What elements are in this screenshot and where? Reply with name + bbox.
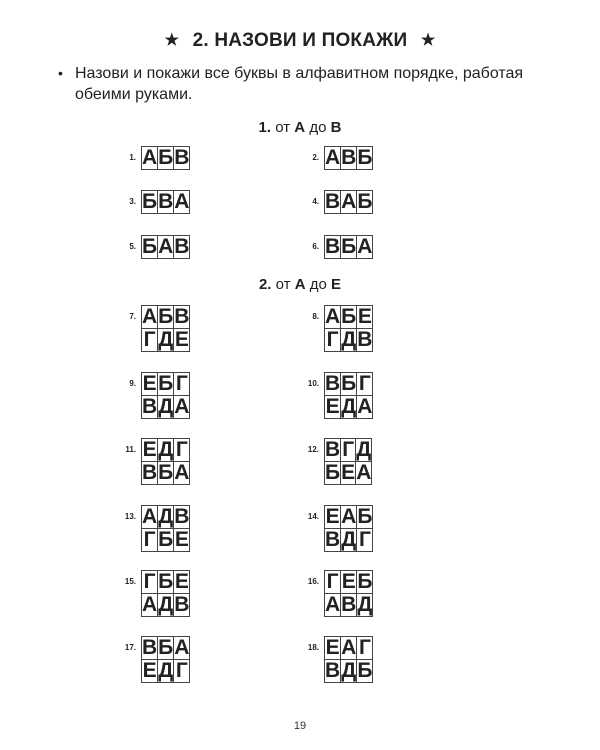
letter-cell: Г (174, 660, 190, 683)
letter-cell: В (341, 593, 357, 616)
letter-cell: Б (158, 305, 174, 328)
letter-row (325, 660, 373, 683)
letter-row (325, 506, 373, 529)
letter-cell: Б (341, 235, 357, 258)
letter-cell: А (174, 395, 190, 418)
letter-cell: Д (341, 395, 357, 418)
letter-grid (324, 372, 373, 419)
letter-cell: Е (325, 395, 340, 418)
letter-cell: Д (158, 438, 174, 461)
letter-cell: Г (357, 637, 373, 660)
letter-cell: Б (357, 505, 373, 528)
letter-cell: А (341, 190, 357, 213)
item-number: 2. (312, 153, 319, 162)
letter-cell: А (341, 505, 357, 528)
item-number: 6. (312, 242, 319, 251)
letter-cell: Е (341, 570, 356, 593)
letter-grid (324, 570, 373, 617)
letter-row (325, 329, 373, 352)
letter-row (325, 191, 373, 214)
bullet-icon: • (58, 65, 63, 81)
letter-row (142, 147, 190, 170)
letter-cell: А (174, 636, 190, 659)
item-number: 10. (307, 379, 319, 388)
letter-cell: Д (158, 593, 174, 616)
letter-cell: В (174, 505, 190, 528)
letter-row (325, 373, 373, 396)
section-letter-to: Е (331, 276, 342, 293)
letter-cell: Е (325, 505, 340, 528)
letter-cell: А (174, 190, 190, 213)
item-number: 9. (129, 379, 136, 388)
section-letter-from: А (294, 276, 306, 293)
section-heading-1 (0, 119, 600, 136)
letter-cell: Г (174, 439, 190, 462)
letter-grid (324, 636, 373, 683)
letter-cell: А (325, 593, 341, 616)
letter-cell: В (325, 528, 341, 551)
letter-row (142, 329, 190, 352)
section-number: 2. (258, 276, 272, 293)
letter-cell: А (142, 593, 158, 616)
letter-cell: А (142, 305, 158, 328)
letter-grid (141, 636, 190, 683)
letter-row (142, 236, 190, 259)
letter-cell: В (142, 461, 158, 484)
letter-cell: Е (341, 461, 356, 484)
star-icon: ★ (164, 32, 180, 49)
section-word: до (309, 276, 327, 293)
letter-row (142, 396, 190, 419)
letter-cell: В (325, 438, 341, 461)
letter-cell: Д (158, 659, 174, 682)
item-number: 1. (129, 153, 136, 162)
letter-cell: Г (142, 329, 158, 352)
letter-cell: Д (158, 328, 174, 351)
letter-cell: Б (158, 146, 174, 169)
letter-cell: Б (158, 372, 174, 395)
section-word: до (309, 119, 327, 136)
letter-cell: Е (325, 636, 340, 659)
letter-cell: В (174, 593, 190, 616)
star-icon: ★ (420, 32, 436, 49)
letter-cell: В (325, 659, 341, 682)
letter-row (325, 396, 373, 419)
item-number: 11. (125, 445, 136, 454)
letter-cell: Г (342, 438, 355, 461)
item-number: 4. (312, 197, 319, 206)
letter-cell: Б (341, 305, 357, 328)
letter-row (142, 439, 190, 462)
item-number: 17. (124, 643, 136, 652)
letter-cell: Г (142, 529, 158, 552)
section-word: от (275, 276, 291, 293)
letter-cell: Б (357, 146, 373, 169)
letter-cell: Б (325, 461, 341, 484)
letter-row (325, 462, 372, 485)
letter-cell: В (174, 235, 190, 258)
letter-cell: Б (357, 659, 373, 682)
section-word: от (275, 119, 291, 136)
letter-row (142, 637, 190, 660)
letter-cell: Д (356, 438, 372, 461)
letter-cell: Б (142, 190, 158, 213)
letter-cell: В (325, 190, 341, 213)
letter-cell: В (341, 146, 357, 169)
letter-cell: В (325, 235, 341, 258)
letter-grid (324, 146, 373, 170)
item-number: 14. (307, 512, 319, 521)
letter-cell: Д (341, 659, 357, 682)
letter-cell: Б (158, 570, 174, 593)
letter-cell: А (142, 505, 158, 528)
letter-row (142, 529, 190, 552)
letter-cell: В (174, 146, 190, 169)
letter-cell: Б (158, 461, 174, 484)
letter-row (142, 191, 190, 214)
item-number: 18. (307, 643, 319, 652)
letter-grid (141, 305, 190, 352)
letter-row (142, 462, 190, 485)
letter-cell: В (158, 190, 174, 213)
letter-row (142, 594, 190, 617)
letter-cell: А (174, 461, 190, 484)
letter-cell: Е (174, 570, 189, 593)
letter-cell: А (357, 235, 373, 258)
instruction (58, 63, 528, 105)
letter-grid (324, 190, 373, 214)
letter-cell: Д (158, 505, 174, 528)
letter-cell: А (325, 305, 341, 328)
letter-row (142, 373, 190, 396)
letter-row (142, 571, 190, 594)
section-heading-2 (0, 276, 600, 293)
letter-cell: Б (158, 528, 174, 551)
letter-grid (141, 570, 190, 617)
letter-grid (141, 438, 190, 485)
letter-cell: Е (174, 328, 189, 351)
letter-grid (324, 235, 373, 259)
letter-grid (324, 438, 372, 485)
letter-cell: Д (158, 395, 174, 418)
letter-cell: Е (142, 372, 157, 395)
letter-cell: Е (142, 659, 157, 682)
letter-grid (324, 505, 373, 552)
section-letter-to: В (330, 119, 342, 136)
letter-cell: А (357, 395, 373, 418)
letter-cell: Е (357, 305, 372, 328)
letter-grid (324, 305, 373, 352)
letter-row (325, 439, 372, 462)
letter-cell: Д (357, 593, 373, 616)
letter-row (325, 571, 373, 594)
letter-row (142, 660, 190, 683)
letter-cell: Г (357, 529, 373, 552)
item-number: 12. (307, 445, 319, 454)
instruction-text: Назови и покажи все буквы в алфавитном порядке, работая обеими руками. (75, 65, 524, 103)
item-number: 8. (312, 312, 319, 321)
letter-row (325, 637, 373, 660)
page-number: 19 (293, 720, 307, 732)
letter-cell: В (142, 636, 158, 659)
letter-cell: А (325, 146, 341, 169)
letter-cell: Б (158, 636, 174, 659)
letter-cell: А (356, 461, 372, 484)
letter-cell: Б (341, 372, 357, 395)
letter-cell: Б (357, 190, 373, 213)
letter-grid (141, 372, 190, 419)
item-number: 16. (307, 577, 319, 586)
letter-cell: Д (341, 528, 357, 551)
letter-cell: Е (142, 438, 157, 461)
letter-cell: Г (142, 571, 158, 594)
letter-row (325, 529, 373, 552)
letter-cell: Д (341, 328, 357, 351)
letter-row (325, 147, 373, 170)
letter-cell: Г (174, 373, 190, 396)
letter-cell: Г (325, 329, 341, 352)
letter-row (325, 236, 373, 259)
letter-cell: А (158, 235, 174, 258)
item-number: 3. (129, 197, 136, 206)
letter-cell: В (174, 305, 190, 328)
letter-cell: В (357, 328, 373, 351)
letter-cell: Б (142, 235, 158, 258)
letter-cell: Е (174, 528, 189, 551)
letter-row (142, 306, 190, 329)
section-number: 1. (258, 119, 272, 136)
letter-cell: Г (325, 571, 341, 594)
item-number: 5. (129, 242, 136, 251)
letter-row (325, 594, 373, 617)
section-letter-from: А (294, 119, 306, 136)
letter-row (142, 506, 190, 529)
page-title (0, 30, 600, 52)
letter-grid (141, 190, 190, 214)
letter-grid (141, 505, 190, 552)
letter-cell: Б (357, 570, 373, 593)
letter-cell: А (341, 636, 357, 659)
item-number: 7. (129, 312, 136, 321)
item-number: 13. (124, 512, 136, 521)
letter-cell: В (142, 395, 158, 418)
item-number: 15. (124, 577, 136, 586)
letter-cell: А (142, 146, 158, 169)
letter-row (325, 306, 373, 329)
letter-grid (141, 146, 190, 170)
letter-cell: Г (357, 373, 373, 396)
letter-cell: В (325, 372, 341, 395)
letter-grid (141, 235, 190, 259)
title-text: 2. НАЗОВИ И ПОКАЖИ (192, 30, 408, 51)
